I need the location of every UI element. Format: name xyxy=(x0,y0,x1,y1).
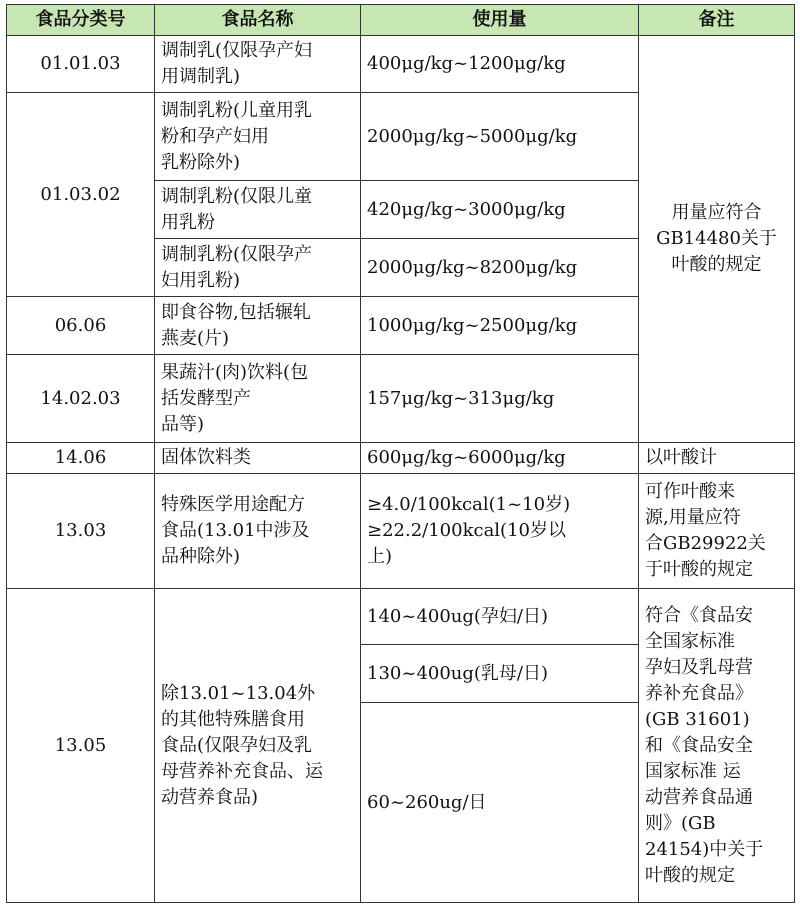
food-name-cell: 调制乳(仅限孕产妇 用调制乳) xyxy=(155,36,361,93)
usage-cell: 157μg/kg~313μg/kg xyxy=(361,355,639,443)
table-row xyxy=(7,589,795,645)
usage-cell: 400μg/kg~1200μg/kg xyxy=(361,36,639,93)
folic-acid-usage-table xyxy=(6,4,795,903)
category-code-cell: 06.06 xyxy=(7,297,155,355)
shared-note-cell: 用量应符合 GB14480关于 叶酸的规定 xyxy=(639,36,795,443)
food-name-cell: 调制乳粉(仅限儿童 用乳粉 xyxy=(155,181,361,239)
usage-cell: 60~260ug/日 xyxy=(361,703,639,903)
category-code-cell: 01.03.02 xyxy=(7,93,155,297)
food-name-cell: 即食谷物,包括辗轧 燕麦(片) xyxy=(155,297,361,355)
usage-cell: 600μg/kg~6000μg/kg xyxy=(361,443,639,474)
header-usage: 使用量 xyxy=(361,5,639,36)
usage-cell: 1000μg/kg~2500μg/kg xyxy=(361,297,639,355)
food-name-cell: 除13.01~13.04外 的其他特殊膳食用 食品(仅限孕妇及乳 母营养补充食品、运 动营养食品) xyxy=(155,589,361,903)
category-code-cell: 01.01.03 xyxy=(7,36,155,93)
usage-cell: ≥4.0/100kcal(1~10岁) ≥22.2/100kcal(10岁以 上) xyxy=(361,474,639,589)
table-row xyxy=(7,443,795,474)
note-cell: 符合《食品安 全国家标准 孕妇及乳母营 养补充食品》 (GB 31601) 和《食品安全 国家标准 运 动营养食品通 则》(GB 24154)中关于 叶酸的规定 xyxy=(639,589,795,903)
category-code-cell: 14.06 xyxy=(7,443,155,474)
header-category-code: 食品分类号 xyxy=(7,5,155,36)
food-name-cell: 特殊医学用途配方 食品(13.01中涉及 品种除外) xyxy=(155,474,361,589)
header-note: 备注 xyxy=(639,5,795,36)
usage-cell: 420μg/kg~3000μg/kg xyxy=(361,181,639,239)
header-row xyxy=(7,5,795,36)
usage-cell: 130~400ug(乳母/日) xyxy=(361,645,639,703)
category-code-cell: 13.05 xyxy=(7,589,155,903)
note-cell: 以叶酸计 xyxy=(639,443,795,474)
food-name-cell: 调制乳粉(仅限孕产 妇用乳粉) xyxy=(155,239,361,297)
food-name-cell: 固体饮料类 xyxy=(155,443,361,474)
header-food-name: 食品名称 xyxy=(155,5,361,36)
food-name-cell: 调制乳粉(儿童用乳 粉和孕产妇用 乳粉除外) xyxy=(155,93,361,181)
food-name-cell: 果蔬汁(肉)饮料(包 括发酵型产 品等) xyxy=(155,355,361,443)
table-row xyxy=(7,474,795,589)
usage-cell: 140~400ug(孕妇/日) xyxy=(361,589,639,645)
table-row xyxy=(7,36,795,93)
usage-cell: 2000μg/kg~5000μg/kg xyxy=(361,93,639,181)
category-code-cell: 13.03 xyxy=(7,474,155,589)
note-cell: 可作叶酸来 源,用量应符 合GB29922关 于叶酸的规定 xyxy=(639,474,795,589)
category-code-cell: 14.02.03 xyxy=(7,355,155,443)
usage-cell: 2000μg/kg~8200μg/kg xyxy=(361,239,639,297)
